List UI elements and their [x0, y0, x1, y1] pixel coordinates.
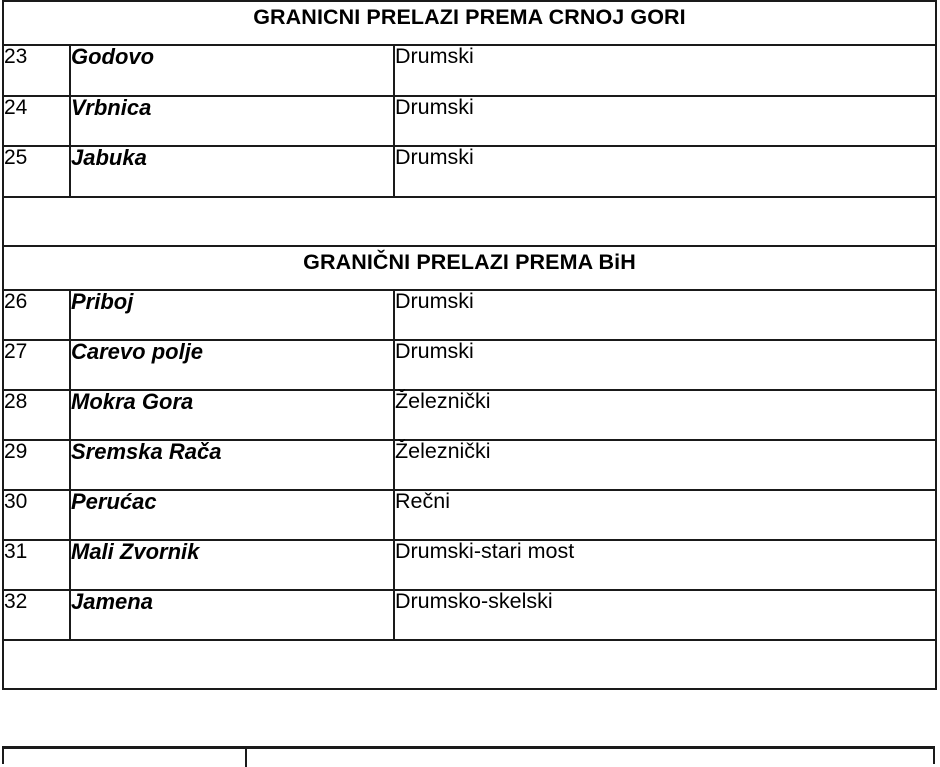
section-header-cell-crna-gora	[3, 1, 936, 45]
row-crossing-type: Drumski	[394, 45, 936, 96]
spacer-row	[3, 197, 936, 246]
row-crossing-type: Drumski	[394, 290, 936, 340]
row-number: 27	[3, 340, 70, 390]
table-row	[3, 96, 936, 146]
section-header-row-crna-gora	[3, 1, 936, 45]
table-row	[3, 45, 936, 96]
row-crossing-type: Drumski	[394, 146, 936, 197]
row-crossing-name: Jabuka	[70, 146, 394, 197]
row-number: 29	[3, 440, 70, 490]
spacer-cell	[3, 640, 936, 689]
row-number: 23	[3, 45, 70, 96]
row-number: 24	[3, 96, 70, 146]
row-crossing-name: Carevo polje	[70, 340, 394, 390]
row-number: 28	[3, 390, 70, 440]
section-heading-bih: GRANIČNI PRELAZI PREMA BiH	[303, 250, 636, 274]
table-row	[3, 540, 936, 590]
row-number: 31	[3, 540, 70, 590]
table-body	[3, 1, 936, 689]
row-crossing-type: Drumski	[394, 96, 936, 146]
table-row	[3, 290, 936, 340]
table-row	[3, 340, 936, 390]
row-number: 26	[3, 290, 70, 340]
row-crossing-name: Mokra Gora	[70, 390, 394, 440]
spacer-cell	[3, 197, 936, 246]
spacer-row	[3, 640, 936, 689]
row-crossing-type: Drumsko-skelski	[394, 590, 936, 640]
section-header-cell-bih	[3, 246, 936, 290]
row-number: 32	[3, 590, 70, 640]
row-crossing-name: Mali Zvornik	[70, 540, 394, 590]
table-row	[3, 146, 936, 197]
row-crossing-type: Rečni	[394, 490, 936, 540]
table-row	[3, 590, 936, 640]
row-crossing-name: Perućac	[70, 490, 394, 540]
table-row	[3, 390, 936, 440]
row-crossing-name: Priboj	[70, 290, 394, 340]
border-crossings-table	[2, 0, 937, 690]
row-crossing-type: Drumski	[394, 340, 936, 390]
next-table-column-divider	[245, 749, 247, 767]
section-heading-crna-gora: GRANICNI PRELAZI PREMA CRNOJ GORI	[253, 5, 686, 29]
row-crossing-type: Drumski-stari most	[394, 540, 936, 590]
row-crossing-name: Jamena	[70, 590, 394, 640]
row-crossing-name: Godovo	[70, 45, 394, 96]
row-crossing-name: Sremska Rača	[70, 440, 394, 490]
next-table-partial	[2, 746, 935, 764]
row-number: 25	[3, 146, 70, 197]
row-crossing-type: Železnički	[394, 390, 936, 440]
row-crossing-type: Železnički	[394, 440, 936, 490]
table-row	[3, 490, 936, 540]
row-number: 30	[3, 490, 70, 540]
section-header-row-bih	[3, 246, 936, 290]
table-row	[3, 440, 936, 490]
row-crossing-name: Vrbnica	[70, 96, 394, 146]
